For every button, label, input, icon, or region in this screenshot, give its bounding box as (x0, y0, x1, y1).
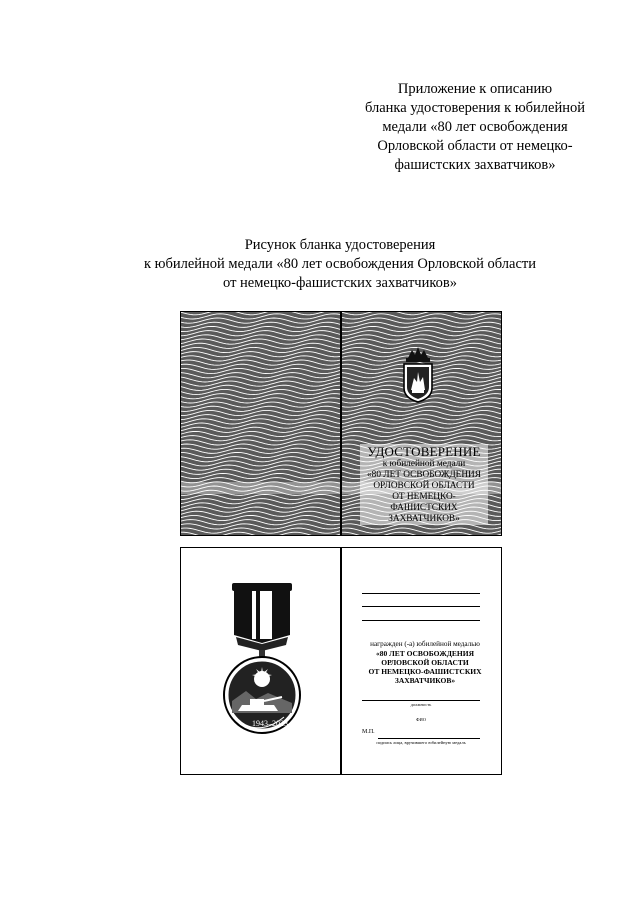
coat-of-arms-icon (398, 344, 438, 404)
caption-line: Рисунок бланка удостоверения (244, 237, 436, 253)
caption-line: к юбилейной медали «80 лет освобождения Орловской области (143, 256, 537, 272)
cover-title-block (360, 444, 488, 525)
annex-line: Орловской области от немецко- (377, 138, 573, 154)
light-band (181, 482, 341, 494)
annex-line: бланка удостоверения к юбилейной (364, 100, 586, 116)
cover-line: ОТ НЕМЕЦКО-ФАШИСТСКИХ (360, 492, 488, 514)
annex-line: Приложение к описанию (397, 81, 553, 97)
name-line (362, 593, 480, 594)
position-label: должность (410, 702, 432, 707)
award-intro: награжден (-а) юбилейной медалью (370, 640, 480, 648)
figure-caption (110, 236, 570, 293)
annex-heading (350, 80, 600, 175)
medal-years: 1943–2023 (252, 719, 288, 728)
cover-line: ОРЛОВСКОЙ ОБЛАСТИ (360, 481, 488, 492)
cover-title: УДОСТОВЕРЕНИЕ (360, 444, 488, 459)
award-line: ЗАХВАТЧИКОВ» (394, 676, 456, 685)
award-line: ОТ НЕМЕЦКО-ФАШИСТСКИХ (368, 667, 482, 676)
cover-line: к юбилейной медали (360, 459, 488, 470)
seal-label: М.П. (362, 729, 375, 735)
signature-line (378, 738, 480, 739)
position-line (362, 700, 480, 701)
signature-label: ФИО (415, 717, 427, 722)
name-line (362, 606, 480, 607)
medal-icon (222, 583, 302, 743)
cover-line: «80 ЛЕТ ОСВОБОЖДЕНИЯ (360, 470, 488, 481)
award-line: ОРЛОВСКОЙ ОБЛАСТИ (381, 658, 469, 667)
award-line: «80 ЛЕТ ОСВОБОЖДЕНИЯ (376, 649, 474, 658)
footer-label: подпись лица, вручившего юбилейную медаль (376, 740, 466, 745)
caption-line: от немецко-фашистских захватчиков» (223, 275, 457, 291)
cover-back-panel (180, 311, 341, 536)
cover-line: ЗАХВАТЧИКОВ» (360, 514, 488, 525)
annex-line: фашистских захватчиков» (394, 157, 556, 173)
annex-line: медали «80 лет освобождения (382, 119, 568, 135)
name-line (362, 620, 480, 621)
award-text (350, 640, 500, 685)
guilloche-pattern (181, 312, 341, 536)
cover-background (181, 312, 341, 536)
